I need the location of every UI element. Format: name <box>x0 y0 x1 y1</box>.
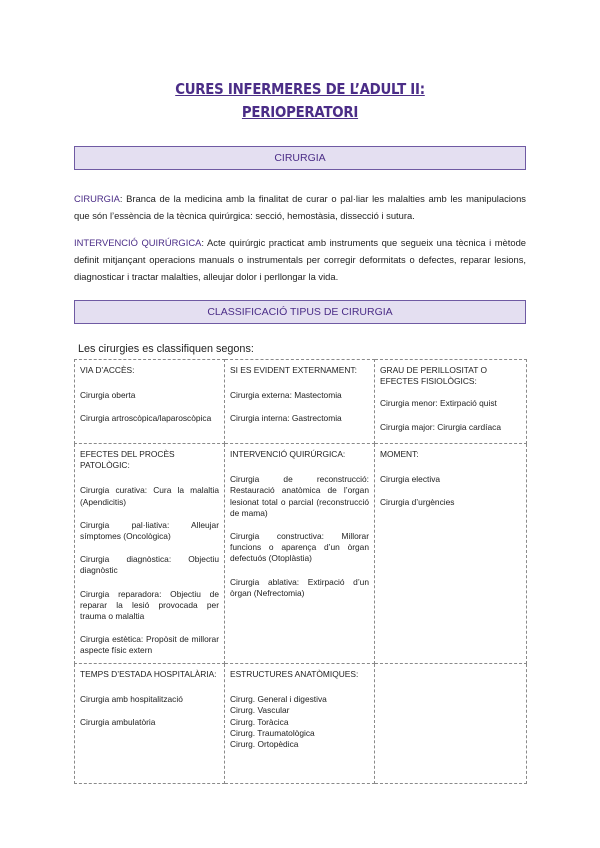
cell-item: Cirurgia estètica: Propòsit de millorar aspecte físic extern <box>80 634 219 656</box>
definition-text: : Acte quirúrgic practicat amb instruments que segueix una tècnica i mètode definit mitjançant operacions manuals o instrumentals per corregir deformitats o defectes, reparar lesions, diagnosticar i tractar malalties, alleujar dolor i perllongar la vida. <box>74 237 526 282</box>
cell-item: Cirurgia d’urgències <box>380 497 455 508</box>
definition-cirurgia <box>74 190 526 224</box>
cell-item: Cirurgia amb hospitalització <box>80 694 183 705</box>
section-heading-classificacio: CLASSIFICACIÓ TIPUS DE CIRURGIA <box>74 300 526 324</box>
cell-item: Cirurgia interna: Gastrectomia <box>230 413 342 424</box>
cell-estructures <box>225 664 375 784</box>
cell-item: Cirurg. Ortopèdica <box>230 739 299 750</box>
cell-item: Cirurgia electiva <box>380 474 441 485</box>
cell-heading: ESTRUCTURES ANATÒMIQUES: <box>230 669 359 679</box>
definition-term: INTERVENCIÓ QUIRÚRGICA <box>74 237 202 248</box>
definition-intervencio <box>74 234 526 285</box>
table-row <box>75 444 527 664</box>
cell-efectes <box>75 444 225 664</box>
cell-item: Cirurgia major: Cirurgia cardíaca <box>380 421 502 432</box>
cell-item: Cirurgia artroscòpica/laparoscòpica <box>80 413 212 424</box>
cell-item: Cirurgia pal·liativa: Alleujar símptomes (Oncològica) <box>80 519 219 542</box>
cell-item: Cirurgia de reconstrucció: Restauració anatòmica de l’organ lesionat total o parcial (reconstrucció de mama) <box>230 474 369 518</box>
table-row <box>75 360 527 444</box>
cell-heading: EFECTES DEL PROCÈS PATOLÒGIC: <box>80 449 175 471</box>
cell-item: Cirurgia menor: Extirpació quist <box>380 398 497 409</box>
cell-item: Cirurg. General i digestiva <box>230 694 327 705</box>
cell-via-acces <box>75 360 225 444</box>
cell-item: Cirurgia externa: Mastectomia <box>230 390 342 401</box>
cell-item: Cirurgia ambulatòria <box>80 717 156 728</box>
cell-temps <box>75 664 225 784</box>
cell-heading: VIA D’ACCÈS: <box>80 365 135 375</box>
cell-item: Cirurgia ablativa: Extirpació d’un òrgan (Nefrectomia) <box>230 576 369 598</box>
cell-heading: SI ES EVIDENT EXTERNAMENT: <box>230 365 357 375</box>
definition-term: CIRURGIA <box>74 193 120 204</box>
section-heading-cirurgia: CIRURGIA <box>74 146 526 170</box>
classification-table <box>74 359 527 784</box>
table-row <box>75 664 527 784</box>
title-line-2: PERIOPERATORI <box>241 103 359 121</box>
cell-heading: TEMPS D’ESTADA HOSPITALÀRIA: <box>80 669 217 679</box>
cell-heading: INTERVENCIÓ QUIRÚRGICA: <box>230 449 346 459</box>
cell-item: Cirurgia curativa: Cura la malaltia (Apendicitis) <box>80 485 219 507</box>
document-title <box>42 78 558 124</box>
cell-moment <box>375 444 527 664</box>
cell-item: Cirurgia oberta <box>80 390 136 401</box>
cell-item: Cirurgia diagnòstica: Objectiu diagnòstic <box>80 554 219 576</box>
cell-item: Cirurg. Vascular <box>230 705 290 716</box>
cell-heading: GRAU DE PERILLOSITAT O EFECTES FISIOLÒGICS: <box>380 365 488 387</box>
cell-evident <box>225 360 375 444</box>
cell-item: Cirurgia reparadora: Objectiu de reparar la lesió provocada per trauma o malaltia <box>80 588 219 622</box>
cell-item: Cirurg. Toràcica <box>230 716 289 727</box>
cell-grau <box>375 360 527 444</box>
cell-item: Cirurg. Traumatològica <box>230 727 315 738</box>
cell-intervencio <box>225 444 375 664</box>
classification-intro: Les cirurgies es classifiquen segons: <box>78 343 254 355</box>
title-line-1: CURES INFERMERES DE L’ADULT II: <box>175 80 425 98</box>
definition-text: : Branca de la medicina amb la finalitat de curar o pal·liar les malalties amb les manipulacions que són l’essència de la tècnica quirúrgica: secció, hemostàsia, dissecció i sutura. <box>74 193 526 221</box>
cell-item: Cirurgia constructiva: Millorar funcions o aparença d’un òrgan defectuós (Otoplàstia) <box>230 531 369 564</box>
cell-heading: MOMENT: <box>380 449 419 459</box>
cell-empty <box>375 664 527 784</box>
